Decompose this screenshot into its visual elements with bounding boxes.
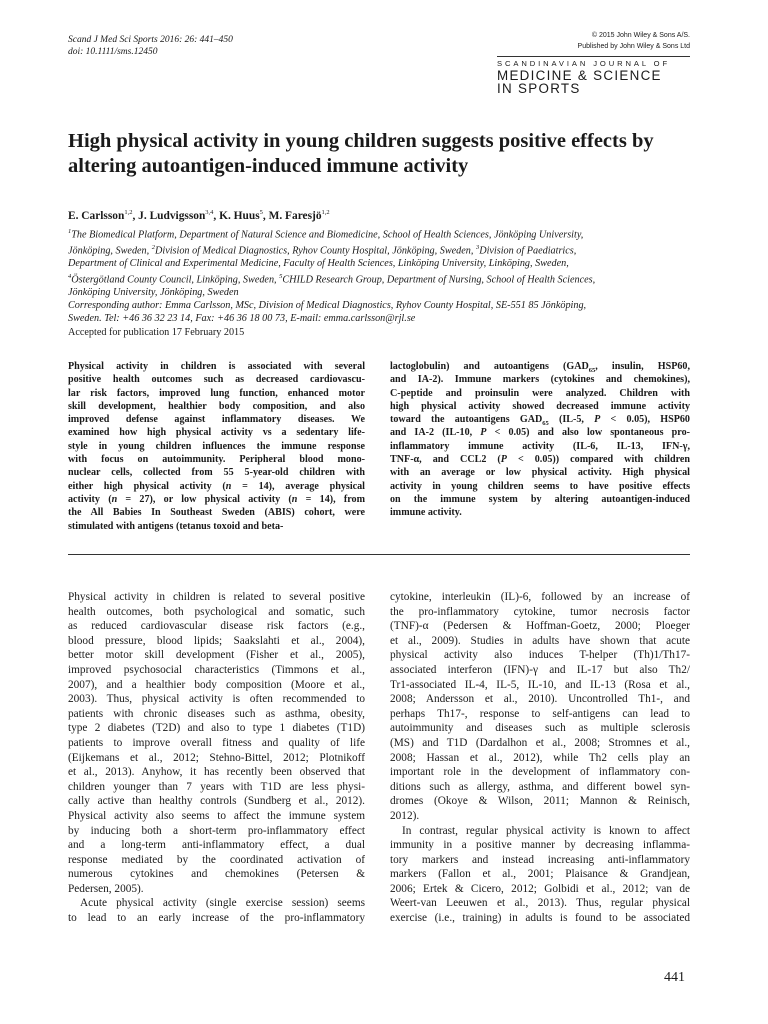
author-list — [68, 206, 708, 223]
body-text-line: type 2 diabetes (T2D) and also to type 1 diabetes (T1D) — [68, 722, 365, 735]
text-run: Division of Paediatrics, — [479, 245, 577, 257]
body-text-line: (MS) and T1D (Dardalhon et al., 2008; Stromnes et al., — [390, 736, 690, 749]
body-text-line: autoimmunity and diseases such as multiple sclerosis — [390, 722, 690, 735]
body-text-line: Weert-van Leeuwen et al., 2013). Thus, regular physical — [390, 897, 690, 910]
abstract-line — [390, 360, 690, 373]
abstract-line: and IA-2). Immune markers (cytokines and chemokines), — [390, 374, 690, 386]
publisher-header — [480, 30, 690, 52]
text-run: 2 — [151, 244, 155, 252]
abstract-line: with an average or low physical activity. High physical — [390, 467, 690, 479]
author-affiliation-mark: 3,4 — [205, 209, 214, 216]
abstract-line — [68, 493, 365, 506]
text-run: either high physical activity ( — [68, 480, 226, 492]
journal-name-line3: IN SPORTS — [497, 81, 581, 96]
text-run: = 27), or low physical activity ( — [117, 493, 292, 505]
abstract-line: improved defense against inflammatory diseases. We — [68, 414, 365, 426]
body-text-line: and a long-term anti-inflammatory effect, a dual — [68, 839, 365, 852]
abstract-line: stimulated with antigens (tetanus toxoid and beta- — [68, 520, 284, 532]
abstract-line — [390, 413, 690, 426]
author-affiliation-mark: 1,2 — [321, 209, 330, 216]
body-text-line: physical activity also induces T-helper (Th)1/Th17- — [390, 649, 690, 662]
page-number: 441 — [664, 970, 685, 985]
text-run: P — [480, 427, 487, 439]
body-text-line: ditions such as allergy, asthma, and different bowel syn- — [390, 780, 690, 793]
text-run: Sweden. Tel: +46 36 32 23 14, Fax: +46 36 18 00 73, E-mail: emma.carlsson@rjl.se — [68, 312, 416, 324]
author-name: K. Huus — [219, 209, 260, 222]
body-text-line: exercise (i.e., training) in adults is found to be associated — [390, 912, 690, 925]
text-run: < 0.05), HSP60 — [600, 414, 690, 426]
text-run: = 14), from — [297, 493, 365, 505]
body-text-line: numerous cytokines and chemokines (Petersen & — [68, 868, 365, 881]
affiliation-line — [68, 287, 708, 300]
affiliation-line — [68, 226, 708, 242]
text-run: 65 — [588, 367, 596, 374]
text-run: 1 — [68, 228, 72, 235]
text-run: CHILD Research Group, Department of Nursing, School of Health Sciences, — [282, 274, 596, 286]
text-run: (IL-5, — [548, 414, 595, 426]
body-text-line: important role in the development of inflammatory con- — [390, 766, 690, 779]
abstract-line: style in young children influences the immune response — [68, 440, 365, 452]
text-run: n — [111, 493, 118, 505]
text-run: Jönköping University, Jönköping, Sweden — [68, 287, 239, 299]
abstract-line: the All Babies In Southeast Sweden (ABIS) cohort, were — [68, 507, 365, 519]
author-name: J. Ludvigsson — [138, 209, 206, 222]
journal-logo — [497, 59, 690, 95]
abstract-line: skill development, healthier body composition, and also — [68, 400, 365, 412]
text-run: Östergötland County Council, Linköping, Sweden, — [71, 274, 280, 286]
body-text-line: by inducing both a short-term pro-inflammatory effect — [68, 824, 365, 837]
body-text-line: 2007), and a healthier body composition (Moore et al., — [68, 678, 365, 691]
abstract-column-left — [68, 360, 365, 533]
author-affiliation-mark: 5 — [259, 209, 263, 216]
body-text-line: health outcomes, both psychological and somatic, such — [68, 605, 365, 618]
affiliations — [68, 226, 708, 326]
text-run: P — [500, 454, 507, 466]
doi: doi: 10.1111/sms.12450 — [68, 47, 158, 57]
body-text-line: Physical activity in children is related to several positive — [68, 591, 365, 603]
body-text-line: response mediated by the coordinated activation of — [68, 853, 365, 866]
abstract-line: lar risk factors, improved lung function, enhanced motor — [68, 387, 365, 399]
abstract-line: immune activity. — [390, 507, 462, 519]
abstract-line: nuclear cells, collected from 55 5-year-old children with — [68, 467, 365, 479]
abstract-line: inflammatory immune activity (IL-6, IL-13, IFN-γ, — [390, 440, 690, 452]
body-text-line: markers (Fallon et al., 2001; Plaisance & Grandjean, — [390, 868, 690, 881]
body-text-line: 2003). Thus, physical activity is often recommended to — [68, 693, 365, 706]
author-separator: , — [132, 209, 139, 222]
text-run: 65 — [542, 420, 549, 427]
text-run: n — [291, 493, 298, 505]
text-run: toward the autoantigens GAD — [390, 414, 543, 426]
text-run: activity ( — [68, 493, 112, 505]
author-affiliation-mark: 1,2 — [124, 209, 133, 216]
text-run: The Biomedical Platform, Department of Natural Science and Biomedicine, School of Health Sciences, Jönköping University, — [71, 229, 584, 241]
abstract-line — [390, 426, 690, 439]
body-text-line: the pro-inflammatory cytokine, tumor necrosis factor — [390, 605, 690, 618]
text-run: Department of Clinical and Experimental Medicine, Faculty of Health Sciences, Linköping University, Linköping, Sweden, — [68, 258, 569, 270]
affiliation-line — [68, 300, 708, 313]
body-text-line: children younger than 7 years with T1D are less physi- — [68, 780, 365, 793]
text-run: and IA-2 (IL-10, — [390, 427, 481, 439]
affiliation-line — [68, 242, 708, 258]
affiliation-line — [68, 313, 708, 326]
section-divider — [68, 554, 690, 555]
copyright-notice: © 2015 John Wiley & Sons A/S. — [591, 32, 690, 39]
body-text-line: cytokine, interleukin (IL)-6, followed by an increase of — [390, 591, 690, 603]
body-text-line: 2006; Ertek & Cicero, 2012; Golbidi et al., 2012; van de — [390, 882, 690, 895]
abstract-line: high physical activity showed decreased immune activity — [390, 400, 690, 412]
text-run: lactoglobulin) and autoantigens (GAD — [390, 361, 589, 372]
body-text-line: 2008; Andersson et al., 2010). Uncontrolled Th1-, and — [390, 693, 690, 706]
text-run: 3 — [475, 244, 480, 252]
body-text-line: In contrast, regular physical activity is known to affect — [402, 824, 690, 837]
author-separator: , — [213, 209, 220, 222]
text-run: Corresponding author: Emma Carlsson, MSc, Division of Medical Diagnostics, Ryhov County Hospital, SE-551 85 Jönköping, — [68, 300, 587, 312]
publisher-notice: Published by John Wiley & Sons Ltd — [577, 43, 690, 50]
text-run: < 0.05)) compared with children — [506, 454, 690, 466]
body-text-line: Tr1-associated IL-4, IL-5, IL-10, and IL-13 (Rosa et al., — [390, 678, 690, 691]
body-text-line: (TNF)-α (Pedersen & Hoffman-Goetz, 2000; Ploeger — [390, 620, 690, 633]
body-text-line: blood pressure, blood lipids; Saakslahti et al., 2004), — [68, 634, 365, 647]
body-text-line: dromes (Okoye & Wilson, 2011; Mannon & Reinisch, — [390, 795, 690, 808]
article-title: High physical activity in young children suggests positive effects by altering autoantigen-induced immune activity — [68, 130, 654, 177]
body-text-line: 2012). — [390, 809, 420, 822]
abstract-line: Physical activity in children is associated with several — [68, 361, 365, 372]
body-text-line: et al., 2013). Anyhow, it has recently been observed that — [68, 766, 365, 779]
body-column-left — [68, 590, 365, 926]
author-name: E. Carlsson — [68, 209, 125, 222]
text-run: P — [594, 414, 601, 426]
text-run: TNF-α, and CCL2 ( — [390, 454, 501, 466]
body-text-line: associated interferon (IFN)-γ and IL-17 but also Th2/ — [390, 663, 690, 676]
accepted-date: Accepted for publication 17 February 2015 — [68, 327, 245, 338]
body-text-line: (Eijkemans et al., 2012; Stehno-Bittel, 2012; Plotnikoff — [68, 751, 365, 764]
abstract-line — [390, 453, 690, 466]
body-text-line: tory markers and instead increasing anti-inflammatory — [390, 853, 690, 866]
author-separator: , — [262, 209, 269, 222]
text-run: = 14), average physical — [231, 480, 365, 492]
body-text-line: immunity in a positive manner by decreasing inflamma- — [390, 839, 690, 852]
affiliation-line — [68, 271, 708, 287]
abstract-line: examined how high physical activity vs a sedentary life- — [68, 427, 365, 439]
body-text-line: patients with chronic diseases such as asthma, obesity, — [68, 707, 365, 720]
journal-name-line2: MEDICINE & SCIENCE — [497, 68, 662, 83]
text-run: n — [225, 480, 232, 492]
abstract-line: C-peptide and proinsulin were analyzed. Children with — [390, 387, 690, 399]
body-text-line: better motor skill development (Fisher et al., 2005), — [68, 649, 365, 662]
text-run: , insulin, HSP60, — [595, 361, 690, 372]
journal-name-line1: SCANDINAVIAN JOURNAL OF — [497, 59, 671, 68]
journal-citation: Scand J Med Sci Sports 2016: 26: 441–450 — [68, 35, 233, 45]
body-text-line: 2008; Hassan et al., 2012), while Th2 cells play an — [390, 751, 690, 764]
abstract-line — [68, 480, 365, 493]
text-run: 4 — [68, 273, 72, 281]
author-name: M. Faresjö — [268, 209, 322, 222]
body-text-line: to lead to an early increase of the pro-inflammatory — [68, 912, 365, 925]
journal-logo-rule — [497, 56, 690, 57]
body-text-line: perhaps Th17-, response to self-antigens can lead to — [390, 707, 690, 720]
body-text-line: patients to improve overall fitness and quality of life — [68, 736, 365, 749]
abstract-line: activity in young children seems to have positive effects — [390, 480, 690, 492]
abstract-line: on the immune system by altering autoantigen-induced — [390, 493, 690, 505]
citation-header — [68, 34, 233, 58]
body-text-line: Acute physical activity (single exercise session) seems — [80, 897, 365, 910]
body-text-line: Physical activity also seems to affect the immune system — [68, 809, 365, 822]
text-run: 5 — [279, 273, 283, 281]
text-run: < 0.05) and also low spontaneous pro- — [486, 427, 690, 439]
text-run: Division of Medical Diagnostics, Ryhov County Hospital, Jönköping, Sweden, — [155, 245, 476, 257]
abstract-line: with focus on autoimmunity. Peripheral blood mono- — [68, 454, 365, 466]
text-run: Jönköping, Sweden, — [68, 245, 152, 257]
abstract-column-right — [390, 360, 690, 520]
affiliation-line — [68, 258, 708, 271]
body-text-line: Pedersen, 2005). — [68, 882, 144, 895]
body-column-right — [390, 590, 690, 926]
body-text-line: et al., 2009). Studies in adults have shown that acute — [390, 634, 690, 647]
body-text-line: improved psychosocial characteristics (Timmons et al., — [68, 663, 365, 676]
body-text-line: as reduced cardiovascular disease risk factors (e.g., — [68, 620, 365, 633]
abstract-line: positive health outcomes such as decreased cardiovascu- — [68, 374, 365, 386]
body-text-line: cally active than healthy controls (Sundberg et al., 2012). — [68, 795, 365, 808]
